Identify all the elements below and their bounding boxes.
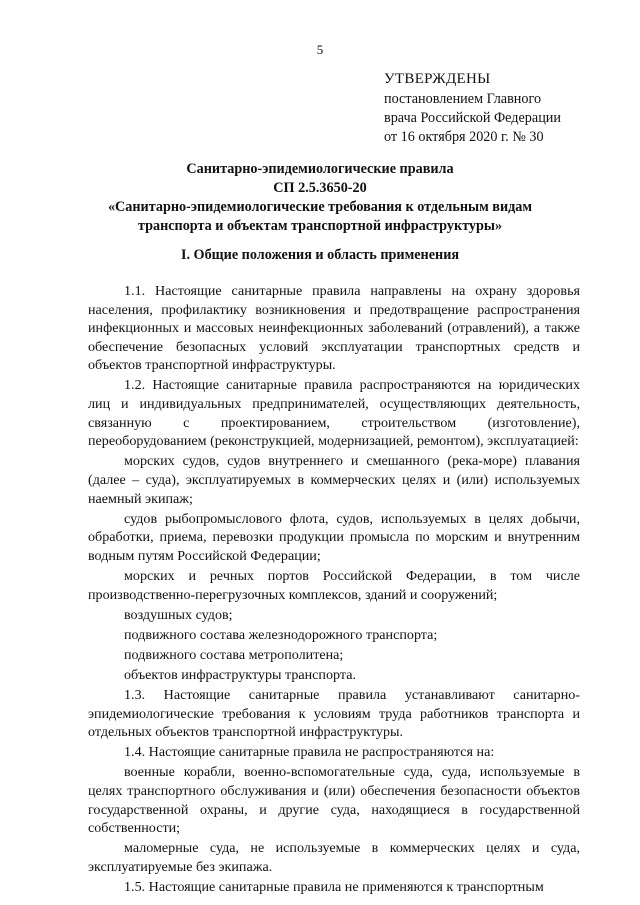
document-body [88,282,580,898]
paragraph: морских судов, судов внутреннего и смешанного (река-море) плавания (далее – суда), эксплуатируемых в коммерческих целях и (или) используемых наемный экипаж; [88,453,580,507]
paragraph: военные корабли, военно-вспомогательные суда, суда, используемые в целях транспортного обслуживания и (или) обеспечения безопасности объектов государственной охраны, и другие суда, находящиеся в государственной собственности; [88,764,580,837]
approval-line: постановлением Главного [384,91,542,107]
paragraph: 1.5. Настоящие санитарные правила не применяются к транспортным [124,878,544,895]
paragraph: объектов инфраструктуры транспорта. [124,666,356,683]
title-line: «Санитарно-эпидемиологические требования к отдельным видам [107,199,533,215]
paragraph: 1.1. Настоящие санитарные правила направлены на охрану здоровья населения, профилактику возникновения и предотвращение распространения инфекционных и массовых неинфекционных заболеваний (отравлений), а также обеспечение безопасных условий эксплуатации транспортных средств и объектов транспортной инфраструктуры. [88,283,580,374]
paragraph: воздушных судов; [124,606,233,623]
paragraph: подвижного состава железнодорожного транспорта; [124,626,438,643]
page-number: 5 [316,42,324,57]
title-line: Санитарно-эпидемиологические правила [186,161,454,177]
approval-line: врача Российской Федерации [384,110,561,126]
paragraph: подвижного состава метрополитена; [124,646,344,663]
paragraph: 1.3. Настоящие санитарные правила устанавливают санитарно-эпидемиологические требования к условиям труда работников транспорта и отдельных объектов транспортной инфраструктуры. [88,686,580,741]
paragraph: судов рыбопромыслового флота, судов, используемых в целях добычи, обработки, приема, перевозки продукции промысла по морским и внутренним водным путям Российской Федерации; [88,510,580,564]
approval-block [384,70,561,147]
title-line: СП 2.5.3650-20 [273,180,367,196]
paragraph: морских и речных портов Российской Федерации, в том числе производственно-перегрузочных комплексов, зданий и сооружений; [88,567,580,603]
paragraph: 1.4. Настоящие санитарные правила не распространяются на: [124,744,495,761]
section-heading: I. Общие положения и область применения [180,247,460,263]
document-title [88,160,552,236]
approval-heading: УТВЕРЖДЕНЫ [384,71,491,87]
approval-line: от 16 октября 2020 г. № 30 [384,129,544,145]
paragraph: маломерные суда, не используемые в коммерческих целях и суда, эксплуатируемые без экипажа. [88,840,580,875]
title-line: транспорта и объектам транспортной инфраструктуры» [137,218,503,234]
paragraph: 1.2. Настоящие санитарные правила распространяются на юридических лиц и индивидуальных предпринимателей, осуществляющих деятельность, связанную с проектированием, строительством (изготовление), переоборудованием (реконструкцией, модернизацией, ремонтом), эксплуатацией: [88,377,580,450]
